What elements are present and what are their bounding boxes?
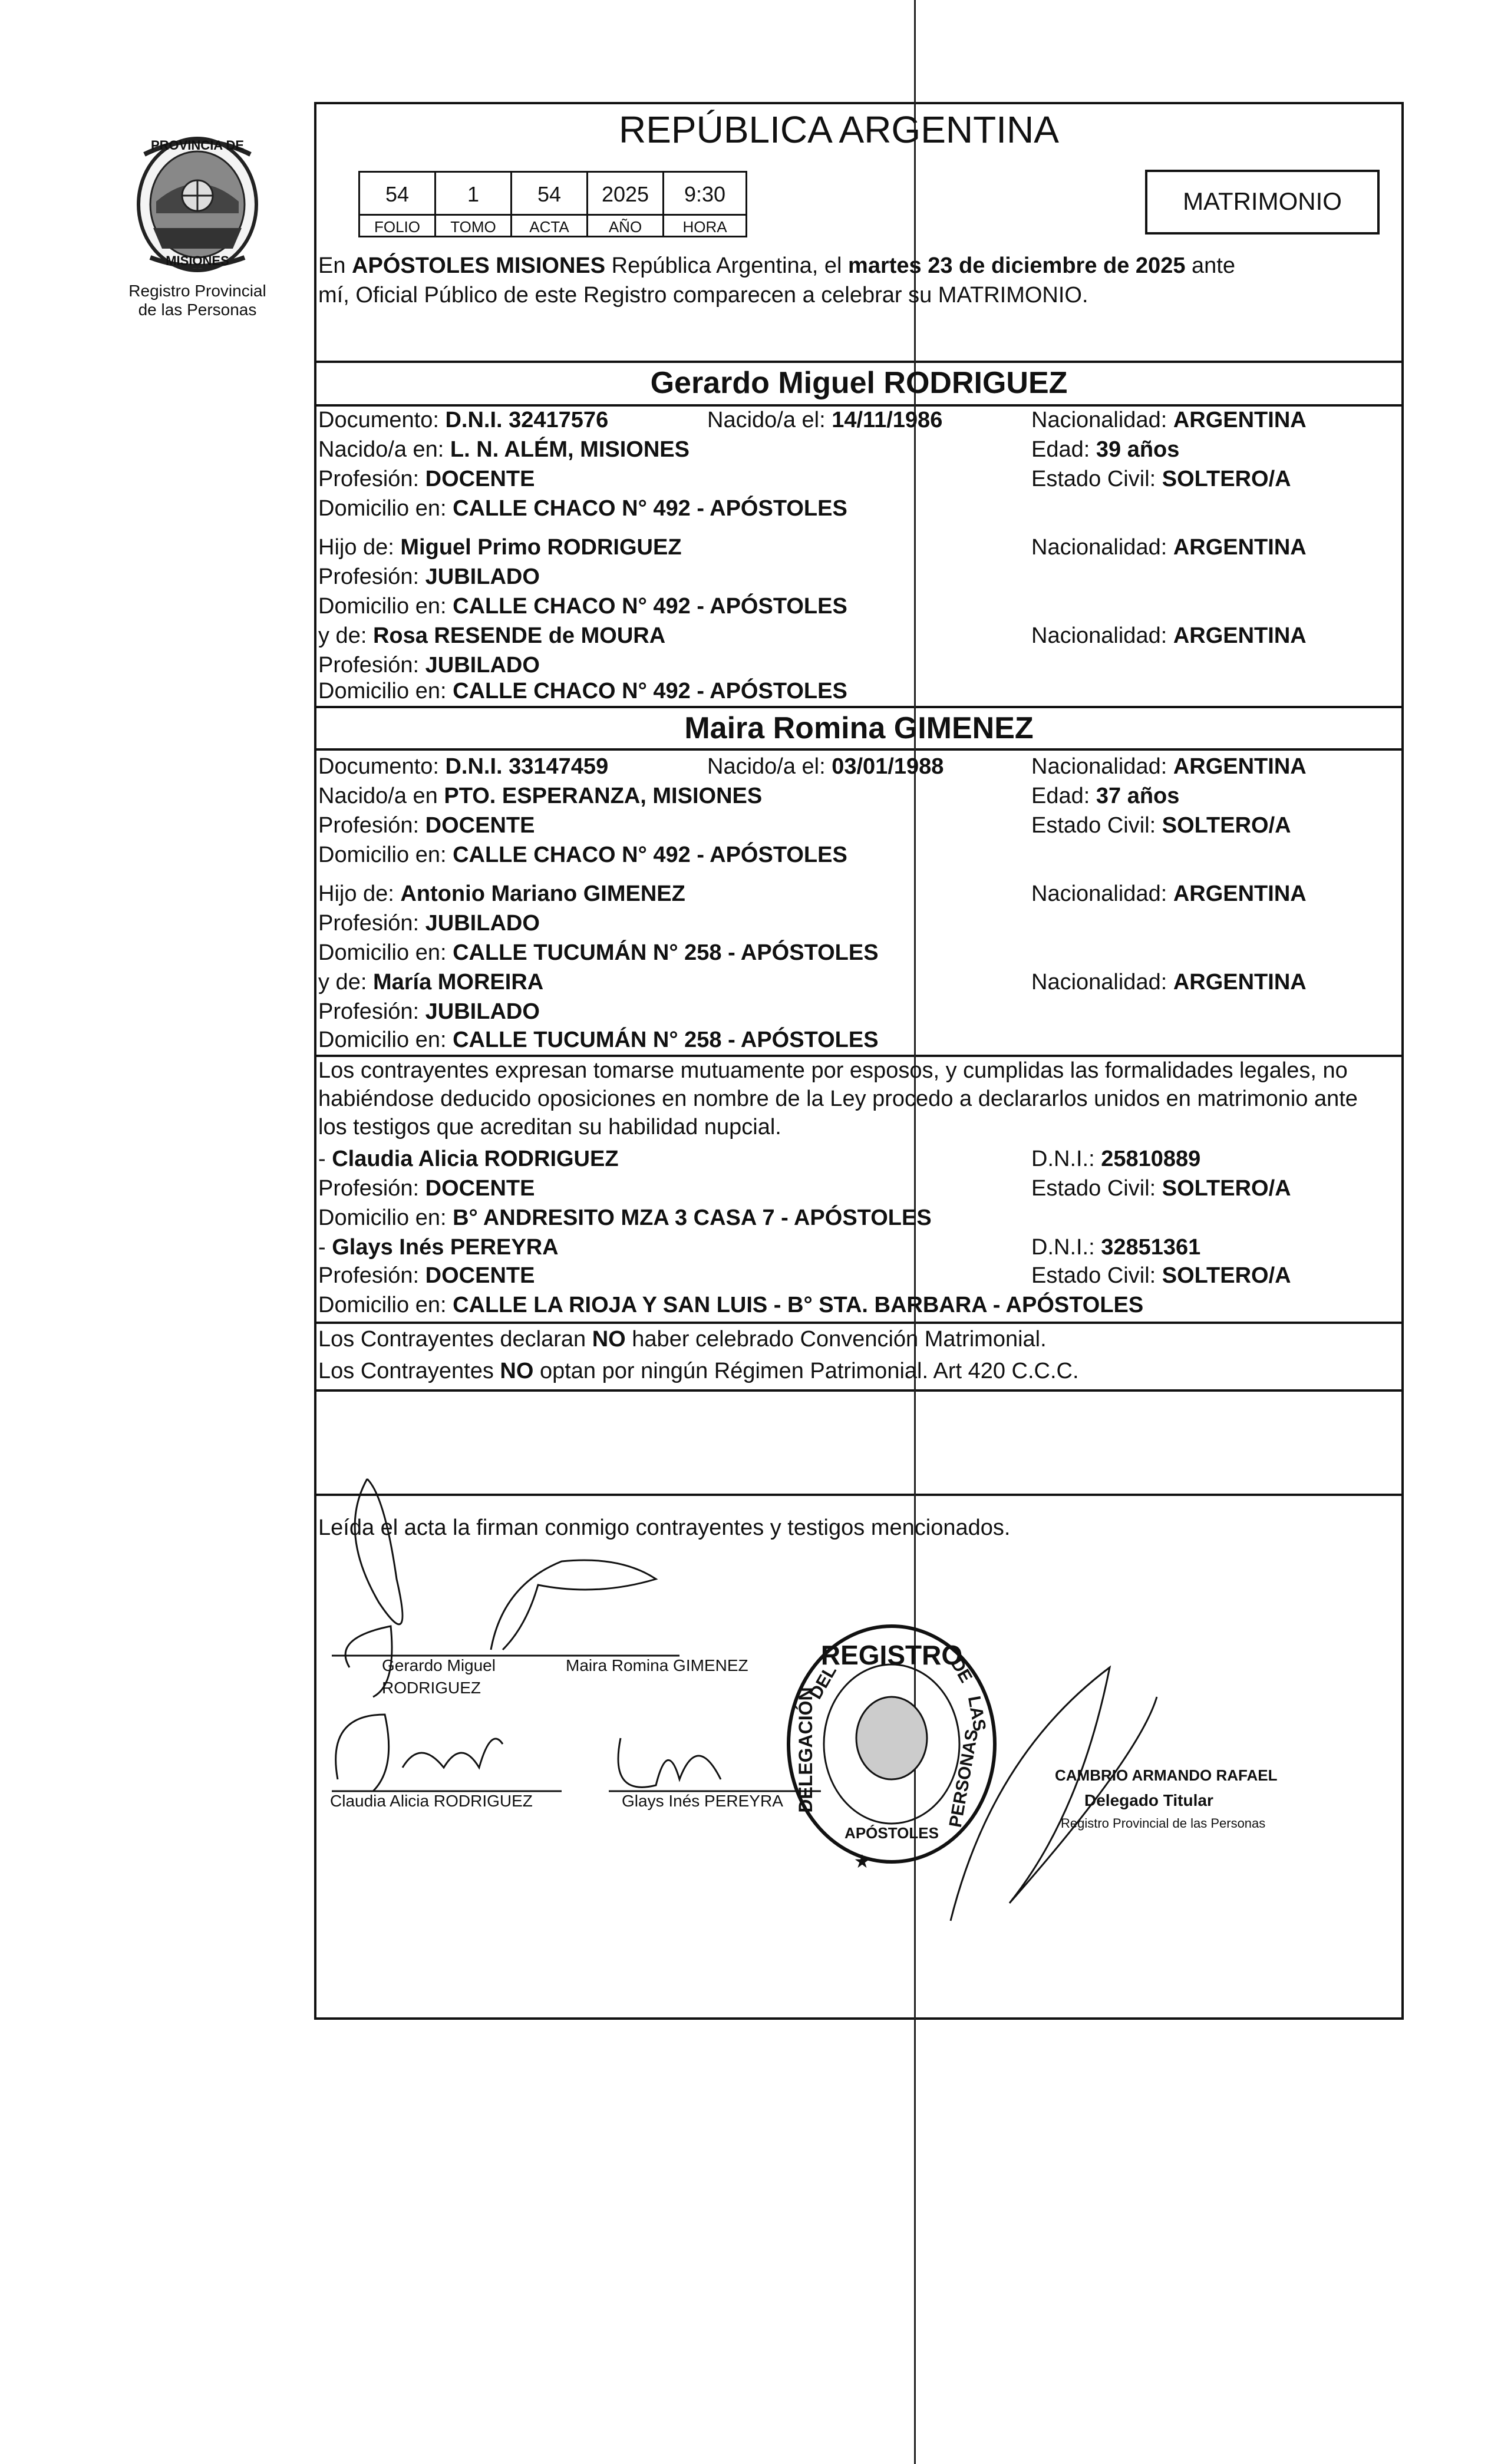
- provincial-emblem-icon: [121, 131, 274, 284]
- tomo-label: TOMO: [434, 214, 512, 237]
- svg-text:REGISTRO: REGISTRO: [820, 1640, 963, 1670]
- spouse1-profession: Profesión: DOCENTE: [318, 467, 535, 491]
- sig4-label: Glays Inés PEREYRA: [622, 1792, 783, 1810]
- spouse1-name: Gerardo Miguel RODRIGUEZ: [650, 366, 1068, 400]
- witness2-dni: D.N.I.: 32851361: [1031, 1235, 1201, 1260]
- witness1-dni: D.N.I.: 25810889: [1031, 1147, 1201, 1171]
- spouse1-address: Domicilio en: CALLE CHACO N° 492 - APÓSTOLES: [318, 496, 847, 521]
- signature-maira: [491, 1560, 656, 1650]
- witness2-address: Domicilio en: CALLE LA RIOJA Y SAN LUIS - B° STA. BARBARA - APÓSTOLES: [318, 1293, 1144, 1317]
- intro-line-2: mí, Oficial Público de este Registro comparecen a celebrar su MATRIMONIO.: [318, 283, 1088, 308]
- spouse1-civil-status: Estado Civil: SOLTERO/A: [1031, 467, 1291, 491]
- ano-label: AÑO: [586, 214, 664, 237]
- signature-gerardo: [355, 1479, 403, 1624]
- acta-label: ACTA: [510, 214, 588, 237]
- sig2-label: Maira Romina GIMENEZ: [566, 1656, 748, 1674]
- folio-value: 54: [358, 171, 436, 216]
- hora-label: HORA: [662, 214, 747, 237]
- record-type: MATRIMONIO: [1183, 187, 1342, 215]
- spouse2-address: Domicilio en: CALLE CHACO N° 492 - APÓSTOLES: [318, 843, 847, 867]
- signatures-drawing: [314, 1461, 1404, 2018]
- signatures-intro: Leída el acta la firman conmigo contrayentes y testigos mencionados.: [318, 1515, 1011, 1540]
- svg-text:DELEGACIÓN: DELEGACIÓN: [795, 1687, 816, 1813]
- sig1-label-line1: Gerardo Miguel: [382, 1656, 496, 1674]
- seal-caption-line2: de las Personas: [138, 300, 257, 319]
- svg-text:MISIONES: MISIONES: [166, 253, 229, 268]
- spouse1-mother-profession: Profesión: JUBILADO: [318, 653, 540, 678]
- official-org: Registro Provincial de las Personas: [1061, 1816, 1266, 1831]
- svg-text:★: ★: [853, 1851, 871, 1872]
- spouse2-birthplace: Nacido/a en PTO. ESPERANZA, MISIONES: [318, 784, 763, 808]
- sig3-label: Claudia Alicia RODRIGUEZ: [330, 1792, 533, 1810]
- spouse1-father-nationality: Nacionalidad: ARGENTINA: [1031, 535, 1307, 560]
- signature-glays: [618, 1738, 721, 1787]
- section-divider: [314, 1322, 1404, 1324]
- intro-date: martes 23 de diciembre de 2025: [848, 253, 1186, 278]
- witness2-profession: Profesión: DOCENTE: [318, 1263, 535, 1288]
- seal-caption: [109, 282, 286, 319]
- spouse2-document: Documento: D.N.I. 33147459: [318, 754, 609, 779]
- spouse2-mother-nationality: Nacionalidad: ARGENTINA: [1031, 970, 1307, 995]
- record-table: [358, 171, 747, 239]
- svg-text:APÓSTOLES: APÓSTOLES: [844, 1824, 939, 1842]
- spouse1-birthdate: Nacido/a el: 14/11/1986: [707, 408, 943, 432]
- spouse2-mother-address: Domicilio en: CALLE TUCUMÁN N° 258 - APÓSTOLES: [318, 1028, 879, 1052]
- witness2-civil-status: Estado Civil: SOLTERO/A: [1031, 1263, 1291, 1288]
- official-title: Delegado Titular: [1084, 1791, 1213, 1809]
- svg-text:LAS: LAS: [964, 1694, 989, 1733]
- signature-claudia-loop: [336, 1715, 389, 1791]
- svg-text:PROVINCIA DE: PROVINCIA DE: [150, 138, 245, 153]
- spouse1-mother-nationality: Nacionalidad: ARGENTINA: [1031, 623, 1307, 648]
- spouse2-mother: y de: María MOREIRA: [318, 970, 544, 995]
- official-name: CAMBRIO ARMANDO RAFAEL: [1055, 1766, 1278, 1784]
- svg-text:DEL: DEL: [806, 1662, 841, 1703]
- delegation-stamp-icon: [789, 1626, 995, 1872]
- spouse1-father-address: Domicilio en: CALLE CHACO N° 492 - APÓSTOLES: [318, 594, 847, 619]
- spouse2-age: Edad: 37 años: [1031, 784, 1180, 808]
- spouse2-mother-profession: Profesión: JUBILADO: [318, 999, 540, 1024]
- signature-claudia: [403, 1739, 503, 1768]
- tomo-value: 1: [434, 171, 512, 216]
- declaration-line-3: los testigos que acreditan su habilidad nupcial.: [318, 1115, 781, 1139]
- spouse2-father: Hijo de: Antonio Mariano GIMENEZ: [318, 881, 685, 906]
- spouse2-birthdate: Nacido/a el: 03/01/1988: [707, 754, 944, 779]
- spouse2-profession: Profesión: DOCENTE: [318, 813, 535, 838]
- provincial-seal: [121, 131, 274, 284]
- convention-line-1: Los Contrayentes declaran NO haber celebrado Convención Matrimonial.: [318, 1327, 1047, 1352]
- ano-value: 2025: [586, 171, 664, 216]
- spouse2-father-nationality: Nacionalidad: ARGENTINA: [1031, 881, 1307, 906]
- witness1-address: Domicilio en: B° ANDRESITO MZA 3 CASA 7 - APÓSTOLES: [318, 1205, 932, 1230]
- section-divider: [314, 1389, 1404, 1392]
- spouse2-civil-status: Estado Civil: SOLTERO/A: [1031, 813, 1291, 838]
- folio-label: FOLIO: [358, 214, 436, 237]
- acta-value: 54: [510, 171, 588, 216]
- spouse1-father-profession: Profesión: JUBILADO: [318, 564, 540, 589]
- spouse1-age: Edad: 39 años: [1031, 437, 1180, 462]
- hora-value: 9:30: [662, 171, 747, 216]
- witness2-name: - Glays Inés PEREYRA: [318, 1235, 559, 1260]
- document-title: REPÚBLICA ARGENTINA: [619, 108, 1059, 151]
- spouse2-nationality: Nacionalidad: ARGENTINA: [1031, 754, 1307, 779]
- svg-text:DE: DE: [946, 1654, 976, 1686]
- witness1-profession: Profesión: DOCENTE: [318, 1176, 535, 1201]
- seal-caption-line1: Registro Provincial: [128, 282, 266, 300]
- spouse2-father-address: Domicilio en: CALLE TUCUMÁN N° 258 - APÓSTOLES: [318, 940, 879, 965]
- spouse1-father: Hijo de: Miguel Primo RODRIGUEZ: [318, 535, 682, 560]
- sig1-label-line2: RODRIGUEZ: [382, 1679, 481, 1697]
- svg-text:PERSONAS: PERSONAS: [945, 1728, 982, 1829]
- spouse1-birthplace: Nacido/a en: L. N. ALÉM, MISIONES: [318, 437, 690, 462]
- declaration-line-2: habiéndose deducido oposiciones en nombre de la Ley procedo a declararlos unidos en matrimonio ante: [318, 1086, 1358, 1111]
- intro-place: APÓSTOLES MISIONES: [352, 253, 606, 278]
- spouse1-nationality: Nacionalidad: ARGENTINA: [1031, 408, 1307, 432]
- spouse2-name: Maira Romina GIMENEZ: [684, 711, 1034, 745]
- intro-line-1: En APÓSTOLES MISIONES República Argentina, el martes 23 de diciembre de 2025 ante: [318, 253, 1235, 278]
- spouse2-father-profession: Profesión: JUBILADO: [318, 911, 540, 936]
- witness1-name: - Claudia Alicia RODRIGUEZ: [318, 1147, 619, 1171]
- spouse1-mother-address: Domicilio en: CALLE CHACO N° 492 - APÓSTOLES: [318, 679, 847, 703]
- spouse1-document: Documento: D.N.I. 32417576: [318, 408, 609, 432]
- declaration-line-1: Los contrayentes expresan tomarse mutuamente por esposos, y cumplidas las formalidades legales, no: [318, 1058, 1348, 1083]
- convention-line-2: Los Contrayentes NO optan por ningún Régimen Patrimonial. Art 420 C.C.C.: [318, 1359, 1079, 1383]
- witness1-civil-status: Estado Civil: SOLTERO/A: [1031, 1176, 1291, 1201]
- record-type-box: [1145, 170, 1380, 234]
- spouse1-mother: y de: Rosa RESENDE de MOURA: [318, 623, 666, 648]
